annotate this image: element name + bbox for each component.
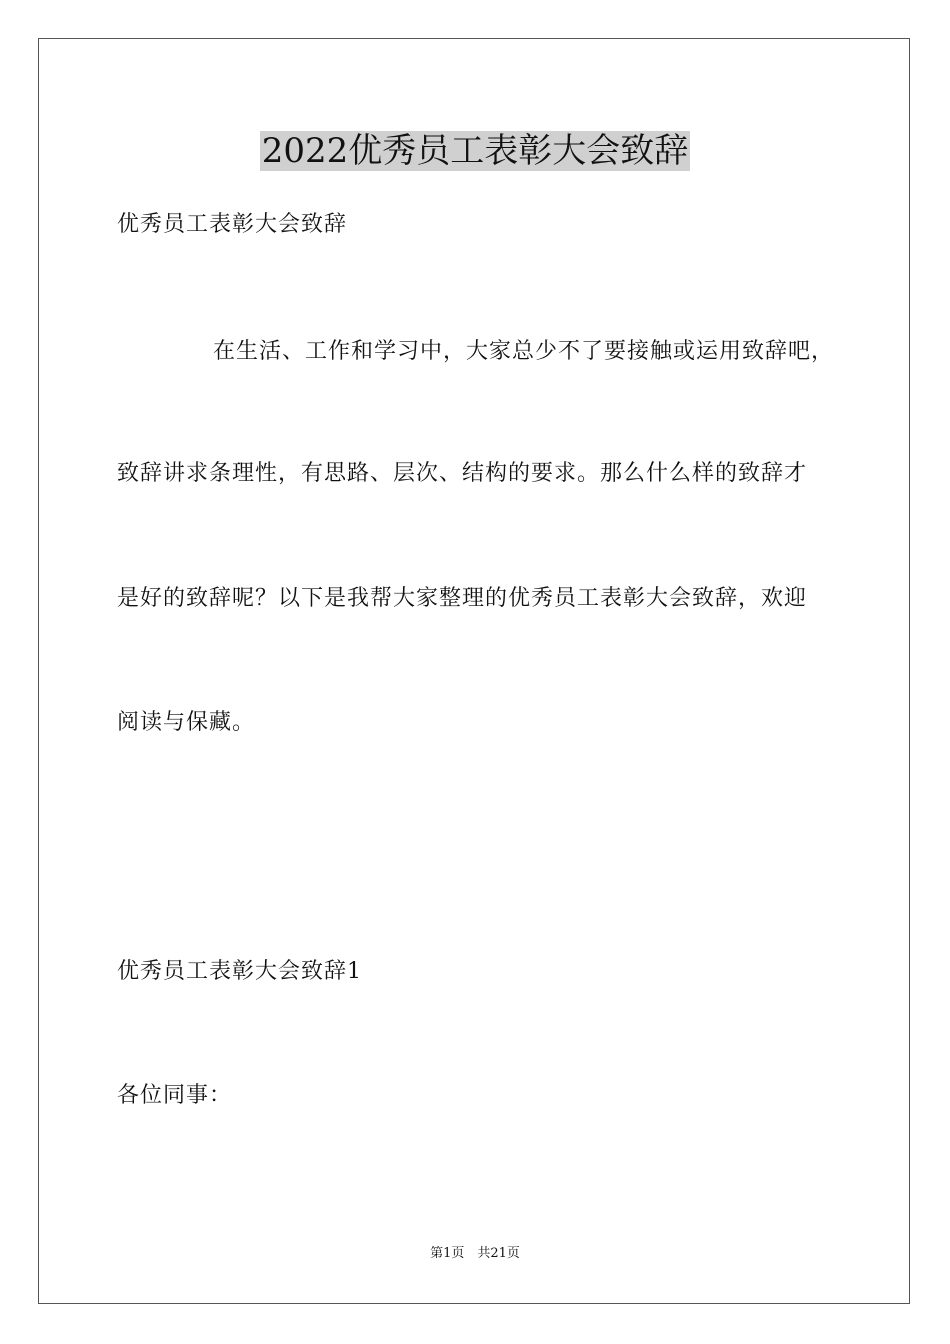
page-number-footer: 第1页 共21页 xyxy=(430,1246,520,1261)
paragraph-line-3: 是好的致辞呢？以下是我帮大家整理的优秀员工表彰大会致辞，欢迎 xyxy=(117,586,808,611)
document-title xyxy=(0,126,950,176)
paragraph-line-1: 在生活、工作和学习中，大家总少不了要接触或运用致辞吧， xyxy=(213,339,835,364)
paragraph-line-2: 致辞讲求条理性，有思路、层次、结构的要求。那么什么样的致辞才 xyxy=(117,461,808,486)
section-heading: 优秀员工表彰大会致辞1 xyxy=(117,959,362,984)
document-title-text: 2022优秀员工表彰大会致辞 xyxy=(261,131,689,171)
paragraph-line-4: 阅读与保藏。 xyxy=(117,710,256,735)
document-subtitle: 优秀员工表彰大会致辞 xyxy=(117,212,348,237)
salutation: 各位同事： xyxy=(117,1083,233,1108)
